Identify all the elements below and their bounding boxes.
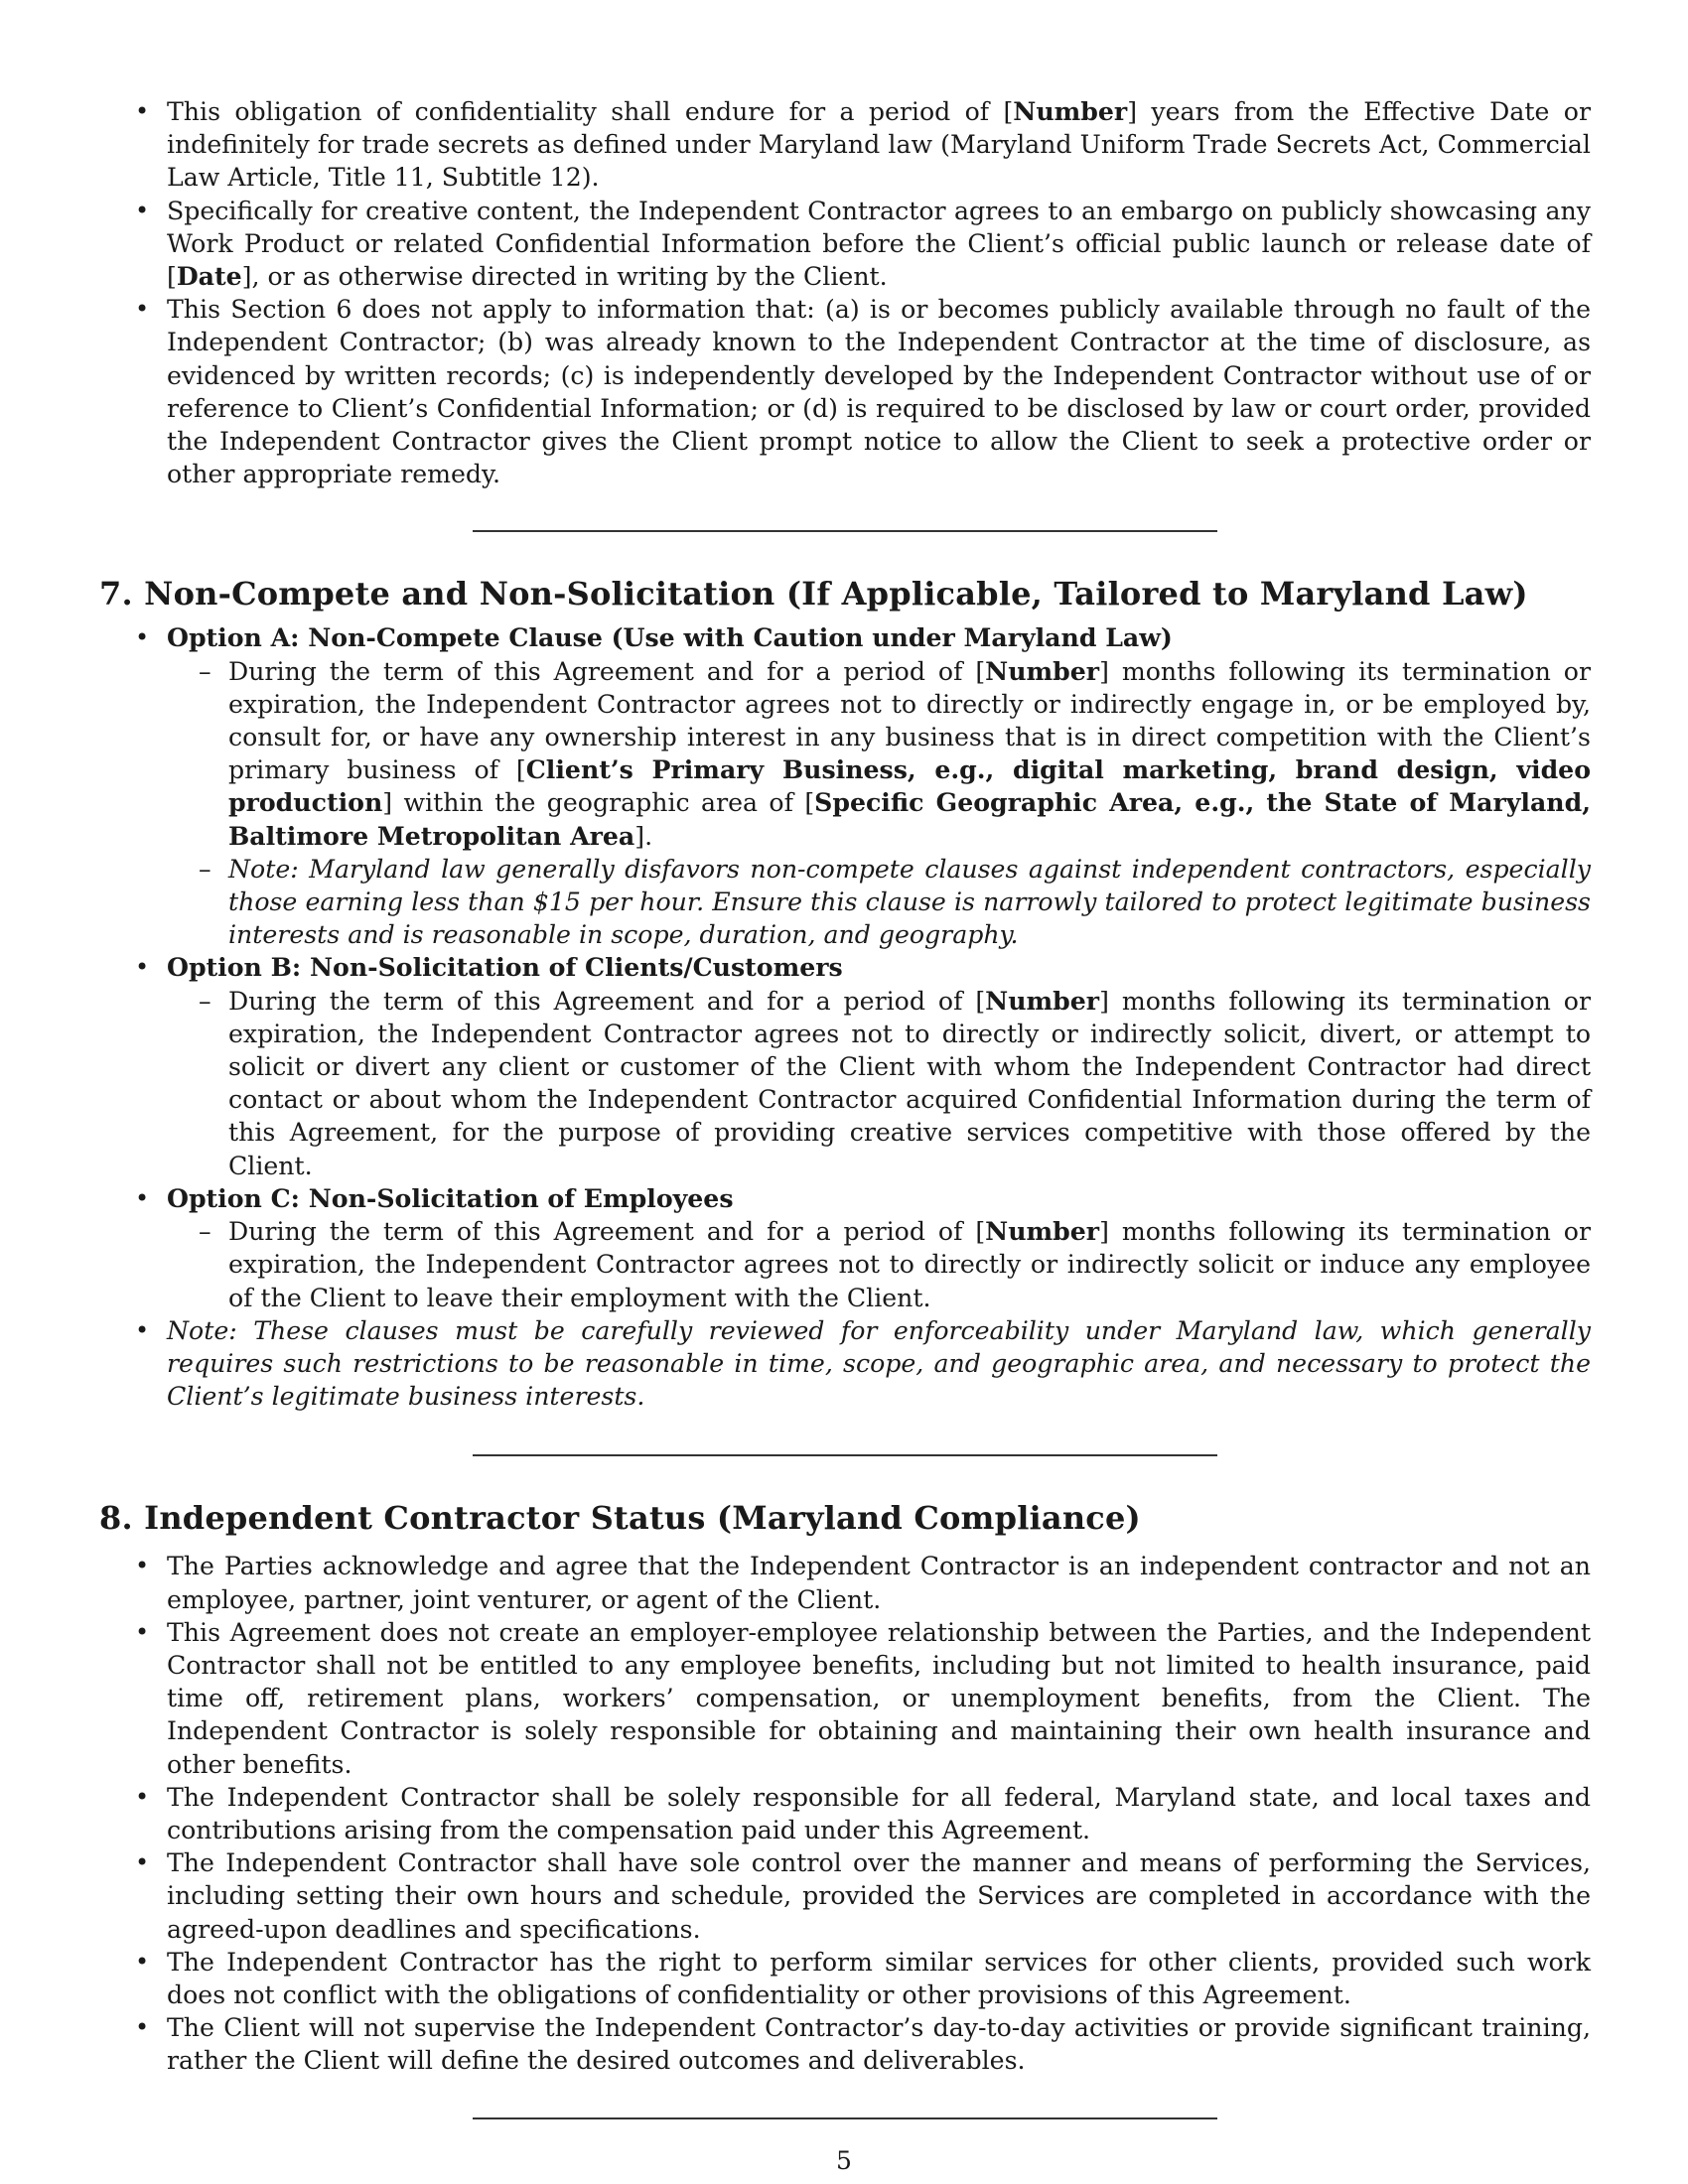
section-divider (473, 530, 1217, 532)
text-span: Specifically for creative content, the Independent Contractor agrees to an embargo on publicly showcasing any Work Product or related Confidential Information before the Client’s official public launch or release date of [ (167, 196, 1591, 292)
section-divider (473, 2117, 1217, 2119)
placeholder-geographic-area: Specific Geographic Area, e.g., the State of Maryland, Baltimore Metropolitan Area (228, 787, 1591, 851)
option-c-item (99, 1182, 1591, 1215)
option-b-sublist (99, 985, 1591, 1182)
section-8-item: • The Client will not supervise the Independent Contractor’s day-to-day activities or provide significant training, rather the Client will define the desired outcomes and deliverables. (99, 2011, 1591, 2077)
section-7-list (99, 621, 1591, 654)
section-7-list-c (99, 1182, 1591, 1215)
option-a-clause (99, 655, 1591, 853)
option-c-sublist (99, 1215, 1591, 1314)
placeholder-number: Number (1013, 96, 1128, 126)
note-text: Note: These clauses must be carefully reviewed for enforceability under Maryland law, which generally requires such restrictions to be reasonable in time, scope, and geographic area, and necessary to protect the Client’s legitimate business interests. (167, 1315, 1591, 1412)
option-b-item (99, 951, 1591, 984)
option-c-title: Option C: Non-Solicitation of Employees (167, 1182, 734, 1213)
text-span: During the term of this Agreement and for a period of [ (228, 986, 986, 1016)
option-a-note (99, 853, 1591, 952)
section-8-item: • The Independent Contractor shall be solely responsible for all federal, Maryland state, and local taxes and contributions arising from the compensation paid under this Agreement. (99, 1781, 1591, 1846)
section-8-heading: 8. Independent Contractor Status (Maryland Compliance) (99, 1499, 1141, 1538)
text-span: ], or as otherwise directed in writing by the Client. (241, 262, 888, 292)
text-span: During the term of this Agreement and for a period of [ (228, 1217, 986, 1247)
section-8-item: • This Agreement does not create an employer-employee relationship between the Parties, and the Independent Contractor shall not be entitled to any employee benefits, including but not limited to health insurance, paid time off, retirement plans, workers’ compensation, or unemployment benefits, from the Client. The Independent Contractor is solely responsible for obtaining and maintaining their own health insurance and other benefits. (99, 1616, 1591, 1781)
option-a-title: Option A: Non-Compete Clause (Use with Caution under Maryland Law) (167, 622, 1173, 653)
text-span: ] months following its termination or expiration, the Independent Contractor agrees not to directly or indirectly engage in, or be employed by, consult for, or have any ownership interest in any business that is in direct competition with the Client’s primary business of [ (228, 656, 1591, 785)
placeholder-date: Date (176, 261, 242, 292)
section-7-heading: 7. Non-Compete and Non-Solicitation (If Applicable, Tailored to Maryland Law) (99, 575, 1528, 614)
note-text: Note: Maryland law generally disfavors non-compete clauses against independent contractors, especially those earning less than $15 per hour. Ensure this clause is narrowly tailored to protect legitimate business interests and is reasonable in scope, duration, and geography. (228, 854, 1591, 950)
text-span: ] months following its termination or expiration, the Independent Contractor agrees not to directly or indirectly solicit, divert, or attempt to solicit or divert any client or customer of the Client with whom the Independent Contractor had direct contact or about whom the Independent Contractor acquired Confidential Information during the term of this Agreement, for the purpose of providing creative services competitive with those offered by the Client. (228, 986, 1591, 1180)
option-a-item (99, 621, 1591, 654)
placeholder-number: Number (985, 655, 1100, 686)
placeholder-number: Number (985, 985, 1100, 1016)
placeholder-primary-business: Client’s Primary Business, e.g., digital marketing, brand design, video production (228, 754, 1592, 818)
placeholder-number: Number (985, 1216, 1100, 1247)
section-6-item-exclusions: • This Section 6 does not apply to information that: (a) is or becomes publicly available through no fault of the Independent Contractor; (b) was already known to the Independent Contractor at the time of disclosure, as evidenced by written records; (c) is independently developed by the Independent Contractor without use of or reference to Client’s Confidential Information; or (d) is required to be disclosed by law or court order, provided the Independent Contractor gives the Client prompt notice to allow the Client to seek a protective order or other appropriate remedy. (99, 293, 1591, 490)
option-b-title: Option B: Non-Solicitation of Clients/Customers (167, 952, 843, 983)
text-span: ] years from the Effective Date or indefinitely for trade secrets as defined under Maryland law (Maryland Uniform Trade Secrets Act, Commercial Law Article, Title 11, Subtitle 12). (167, 97, 1591, 193)
text-span: ]. (634, 821, 653, 851)
section-divider (473, 1454, 1217, 1456)
section-6-list (99, 95, 1591, 490)
section-8-item: • The Independent Contractor has the right to perform similar services for other clients, provided such work does not conflict with the obligations of confidentiality or other provisions of this Agreement. (99, 1946, 1591, 2011)
page-content (99, 95, 1591, 2119)
section-7-note-list (99, 1314, 1591, 1414)
section-7-list-b (99, 951, 1591, 984)
section-8-item: • The Independent Contractor shall have sole control over the manner and means of performing the Services, including setting their own hours and schedule, provided the Services are completed in accordance with the agreed-upon deadlines and specifications. (99, 1846, 1591, 1946)
option-a-sublist (99, 655, 1591, 952)
section-7-note (99, 1314, 1591, 1414)
text-span: During the term of this Agreement and for a period of [ (228, 656, 986, 686)
section-8-list (99, 1550, 1591, 2077)
text-span: ] within the geographic area of [ (382, 788, 815, 818)
section-6-item-duration (99, 95, 1591, 195)
page-number: 5 (836, 2146, 852, 2175)
section-6-item-embargo (99, 195, 1591, 294)
text-span: ] months following its termination or expiration, the Independent Contractor agrees not to directly or indirectly solicit or induce any employee of the Client to leave their employment with the Client. (228, 1217, 1591, 1312)
option-b-clause (99, 985, 1591, 1182)
option-c-clause (99, 1215, 1591, 1314)
text-span: This obligation of confidentiality shall endure for a period of [ (167, 97, 1014, 126)
section-8-item: • The Parties acknowledge and agree that the Independent Contractor is an independent contractor and not an employee, partner, joint venturer, or agent of the Client. (99, 1550, 1591, 1615)
